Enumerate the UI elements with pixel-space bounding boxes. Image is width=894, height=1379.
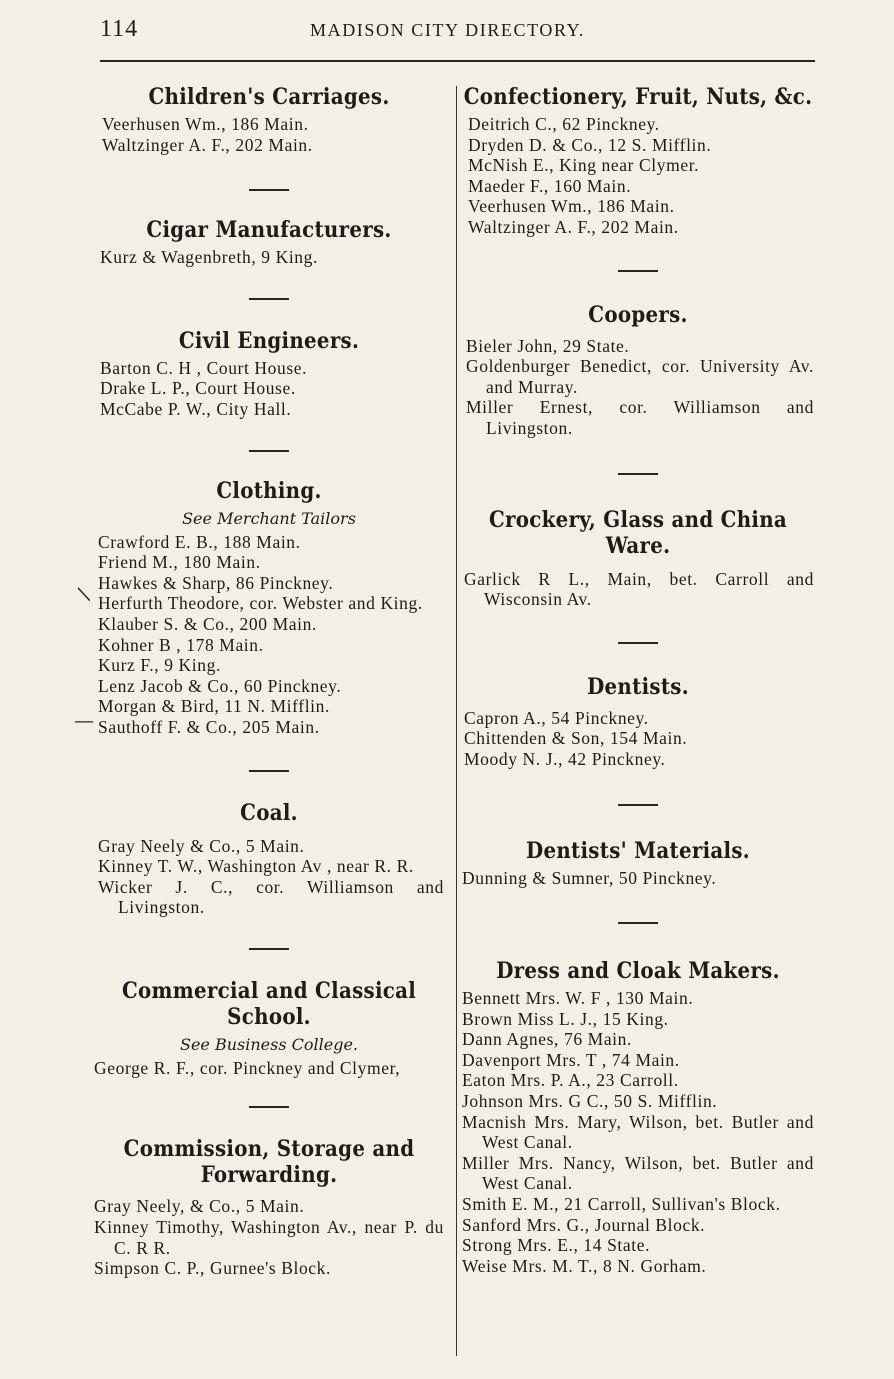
section-rule [618, 922, 658, 924]
listing-entry: Chittenden & Son, 154 Main. [464, 728, 688, 749]
listing-entry: Herfurth Theodore, cor. Webster and King. [98, 593, 423, 614]
listing-entry: Bennett Mrs. W. F , 130 Main. [462, 988, 694, 1009]
section-coopers [462, 302, 814, 439]
listing-entry: Dann Agnes, 76 Main. [462, 1029, 632, 1050]
listing-entry: McNish E., King near Clymer. [468, 155, 700, 176]
listing-entry: Klauber S. & Co., 200 Main. [98, 613, 317, 634]
section-rule [618, 270, 658, 272]
listing-entry: Sauthoff F. & Co., 205 Main. [98, 716, 320, 737]
section-cigar-manufacturers [94, 217, 444, 268]
listing-entry: Miller Ernest, cor. Williamson and Livingston. [466, 397, 814, 438]
listing-entry: Macnish Mrs. Mary, Wilson, bet. Butler and West Canal. [462, 1111, 814, 1153]
section-heading: Commercial and Classical School. [121, 977, 417, 1030]
listing-entry: Veerhusen Wm., 186 Main. [102, 114, 309, 134]
listing-entry: Eaton Mrs. P. A., 23 Carroll. [462, 1070, 679, 1091]
section-dentists [462, 674, 814, 770]
listing-entry: Davenport Mrs. T , 74 Main. [462, 1049, 680, 1070]
section-crockery-glass-china [462, 507, 814, 610]
listing-entry: Morgan & Bird, 11 N. Mifflin. [98, 696, 330, 717]
section-heading: Coal. [240, 799, 298, 826]
section-clothing [94, 478, 444, 738]
page-header [100, 14, 815, 48]
section-rule [618, 804, 658, 806]
listing-entry: Kohner B , 178 Main. [98, 634, 264, 655]
listing-entry: Kurz & Wagenbreth, 9 King. [100, 247, 318, 268]
listing-entry: Dunning & Sumner, 50 Pinckney. [462, 867, 717, 888]
listing-entry: Deitrich C., 62 Pinckney. [468, 114, 660, 134]
listing-entry: Capron A., 54 Pinckney. [464, 707, 649, 728]
section-heading: Confectionery, Fruit, Nuts, &c. [463, 84, 813, 110]
section-commission-storage-forwarding [94, 1136, 444, 1278]
listing-entry: Simpson C. P., Gurnee's Block. [94, 1258, 331, 1279]
listing-entry: Maeder F., 160 Main. [468, 175, 632, 196]
section-coal [94, 800, 444, 918]
listing-entry: Friend M., 180 Main. [98, 552, 261, 573]
listing-entry: George R. F., cor. Pinckney and Clymer, [94, 1057, 401, 1078]
section-heading: Cigar Manufacturers. [146, 217, 392, 244]
section-civil-engineers [94, 328, 444, 420]
section-heading: Coopers. [588, 301, 688, 328]
section-dentists-materials [462, 838, 814, 889]
listing-entry: McCabe P. W., City Hall. [100, 398, 292, 419]
listing-entry: Hawkes & Sharp, 86 Pinckney. [98, 572, 334, 593]
running-title: MADISON CITY DIRECTORY. [310, 20, 585, 40]
listing-entry: Kinney T. W., Washington Av , near R. R. [98, 856, 414, 877]
pencil-mark: / [71, 585, 96, 603]
section-rule [249, 298, 289, 300]
listing-entry: Crawford E. B., 188 Main. [98, 531, 301, 552]
section-childrens-carriages [94, 84, 444, 155]
page-number: 114 [100, 16, 139, 42]
listing-entry: Kurz F., 9 King. [98, 655, 221, 676]
listing-entry: Waltzinger A. F., 202 Main. [102, 134, 313, 155]
section-commercial-classical-school [94, 978, 444, 1079]
listing-entry: Kinney Timothy, Washington Av., near P. du C. R R. [94, 1217, 444, 1258]
listing-entry: Dryden D. & Co., 12 S. Mifflin. [468, 134, 712, 155]
listing-entry: Brown Miss L. J., 15 King. [462, 1008, 669, 1029]
section-rule [249, 1106, 289, 1108]
listing-entry: Bieler John, 29 State. [466, 335, 630, 356]
listing-entry: Waltzinger A. F., 202 Main. [468, 216, 679, 237]
listing-entry: Goldenburger Benedict, cor. University Av. and Murray. [466, 356, 814, 397]
section-confectionery [462, 84, 814, 238]
listing-entry: Weise Mrs. M. T., 8 N. Gorham. [462, 1255, 707, 1276]
column-divider [456, 86, 457, 1356]
section-heading: Commission, Storage and Forwarding. [123, 1136, 415, 1189]
header-rule [100, 60, 815, 62]
dash-mark: — [74, 708, 94, 732]
section-rule [249, 189, 289, 191]
listing-entry: Johnson Mrs. G C., 50 S. Mifflin. [462, 1091, 718, 1112]
section-rule [618, 473, 658, 475]
listing-entry: Lenz Jacob & Co., 60 Pinckney. [98, 675, 342, 696]
right-column [462, 80, 814, 1276]
see-also-note: See Business College. [179, 1034, 359, 1054]
section-dress-cloak-makers [462, 958, 814, 1276]
section-rule [249, 450, 289, 452]
section-heading: Clothing. [216, 477, 322, 504]
see-also-note: See Merchant Tailors [182, 508, 356, 528]
section-rule [249, 948, 289, 950]
listing-entry: Smith E. M., 21 Carroll, Sullivan's Block. [462, 1194, 781, 1215]
listing-entry: Gray Neely & Co., 5 Main. [98, 835, 305, 856]
section-heading: Children's Carriages. [148, 84, 390, 110]
section-heading: Crockery, Glass and China Ware. [488, 506, 788, 559]
left-column [94, 80, 444, 1279]
section-heading: Dentists. [587, 673, 689, 700]
listing-entry: Barton C. H , Court House. [100, 357, 308, 378]
section-heading: Dentists' Materials. [526, 837, 750, 864]
listing-entry: Sanford Mrs. G., Journal Block. [462, 1214, 706, 1235]
listing-entry: Gray Neely, & Co., 5 Main. [94, 1196, 305, 1217]
listing-entry: Miller Mrs. Nancy, Wilson, bet. Butler and West Canal. [462, 1152, 814, 1194]
listing-entry: Strong Mrs. E., 14 State. [462, 1235, 651, 1256]
section-heading: Dress and Cloak Makers. [496, 958, 780, 985]
listing-entry: Veerhusen Wm., 186 Main. [468, 196, 675, 217]
listing-entry: Wicker J. C., cor. Williamson and Livingston. [98, 876, 444, 918]
section-rule [249, 770, 289, 772]
listing-entry: Drake L. P., Court House. [100, 378, 296, 399]
section-rule [618, 642, 658, 644]
listing-entry: Garlick R L., Main, bet. Carroll and Wisconsin Av. [464, 568, 814, 610]
section-heading: Civil Engineers. [178, 327, 360, 354]
listing-entry: Moody N. J., 42 Pinckney. [464, 748, 666, 769]
